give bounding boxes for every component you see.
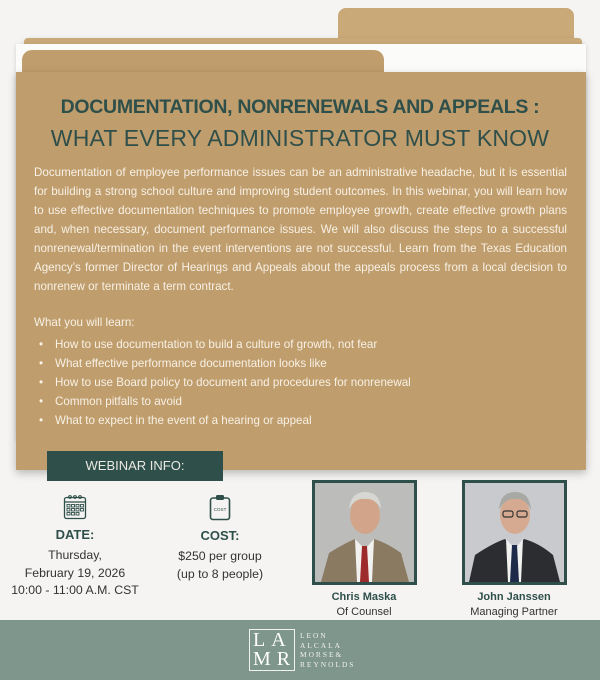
speaker-photo xyxy=(462,480,567,585)
clipboard-cost-icon xyxy=(209,494,231,521)
cost-value xyxy=(150,548,290,583)
learn-item: • What to expect in the event of a hearing or appeal xyxy=(34,411,411,430)
learn-heading: What you will learn: xyxy=(34,316,135,329)
date-full: February 19, 2026 xyxy=(24,565,126,580)
date-day: Thursday, xyxy=(48,548,102,562)
speaker-name: John Janssen xyxy=(477,591,551,603)
logo-letters-bottom: MR xyxy=(253,648,297,670)
firm-name-line: LEON xyxy=(300,631,328,640)
cost-info xyxy=(150,494,290,583)
date-value xyxy=(10,547,140,600)
cost-price: $250 per group xyxy=(178,549,262,563)
date-info xyxy=(10,494,140,600)
firm-name xyxy=(300,631,355,669)
firm-name-line: REYNOLDS xyxy=(300,659,356,669)
learn-item: • How to use Board policy to document and procedures for nonrenewal xyxy=(34,373,411,392)
firm-logo-mark xyxy=(249,629,295,671)
cost-note: (up to 8 people) xyxy=(176,566,264,581)
date-time: 10:00 - 11:00 A.M. CST xyxy=(11,583,139,597)
svg-text:COST: COST xyxy=(213,507,227,512)
firm-name-line: MORSE& xyxy=(300,650,344,660)
date-label: DATE: xyxy=(55,527,95,542)
speaker-card xyxy=(438,480,590,618)
speaker-card xyxy=(288,480,440,618)
learn-item: • What effective performance documentation looks like xyxy=(34,354,411,373)
logo-letters-top: LA xyxy=(253,629,292,651)
description: Documentation of employee performance issues can be an administrative headache, but it is essential for building a strong school culture and improving student outcomes. In this webinar, you will learn how to use effective documentation techniques to promote employee growth, create effective growth plans and, when necessary, document performance issues. We will also discuss the steps to a successful nonrenewal/termination in the event interventions are not successful. Learn from the Texas Education Agency’s former Director of Hearings and Appeals about the appeals process from a local decision to nonrenew or terminate a term contract. xyxy=(34,166,567,293)
webinar-info-banner: WEBINAR INFO: xyxy=(47,451,223,481)
calendar-icon xyxy=(63,494,87,520)
speaker-name: Chris Maska xyxy=(331,591,397,603)
learn-list xyxy=(34,335,411,430)
person-portrait-icon xyxy=(465,483,564,582)
page-subtitle: WHAT EVERY ADMINISTRATOR MUST KNOW xyxy=(50,125,550,151)
cost-label: COST: xyxy=(200,528,240,543)
learn-item: • Common pitfalls to avoid xyxy=(34,392,411,411)
page-title: DOCUMENTATION, NONRENEWALS AND APPEALS : xyxy=(60,96,540,118)
speaker-title: Managing Partner xyxy=(470,606,558,618)
firm-name-line: ALCALA xyxy=(300,640,342,650)
logo-monogram xyxy=(250,629,297,670)
speaker-title: Of Counsel xyxy=(336,606,392,618)
speaker-photo xyxy=(312,480,417,585)
learn-item: • How to use documentation to build a culture of growth, not fear xyxy=(34,335,411,354)
person-portrait-icon xyxy=(315,483,414,582)
